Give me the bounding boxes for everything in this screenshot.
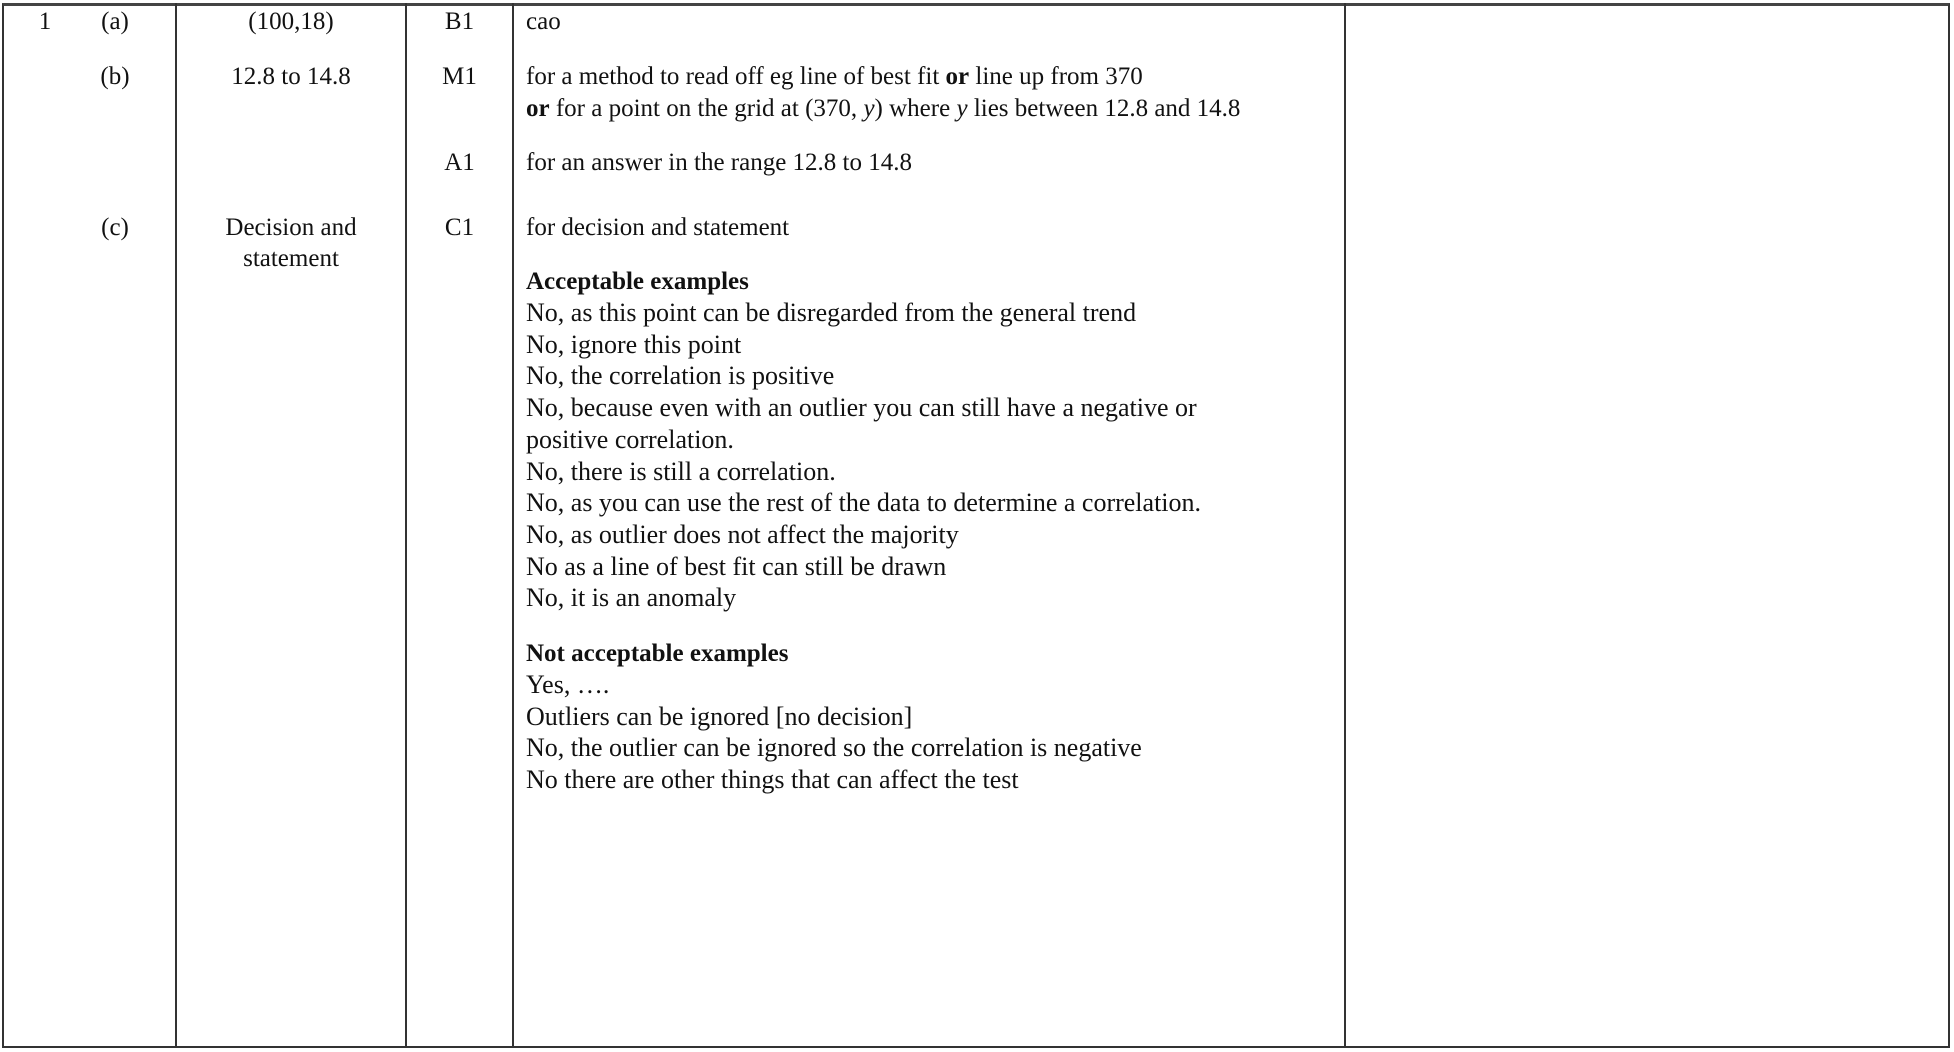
not-acceptable-examples-list (526, 669, 1142, 796)
part-b-mark-a1: A1 (444, 149, 475, 176)
part-c-note: for decision and statement (526, 214, 790, 241)
part-c-mark: C1 (444, 214, 475, 241)
part-c-answer-line1: Decision and (225, 214, 357, 241)
list-item: No, the correlation is positive (526, 361, 835, 391)
column-divider (512, 3, 514, 1048)
list-item: No, as outlier does not affect the majority (526, 519, 959, 549)
part-b-note-method-line1: for a method to read off eg line of best fit or line up from 370 (526, 63, 1143, 90)
not-acceptable-examples-title: Not acceptable examples (526, 640, 789, 667)
list-item: No, ignore this point (526, 329, 742, 359)
column-divider (175, 3, 177, 1048)
list-item: No, because even with an outlier you can still have a negative or (526, 393, 1197, 423)
part-c-label: (c) (101, 214, 129, 241)
list-item: Outliers can be ignored [no decision] (526, 701, 913, 731)
column-divider (405, 3, 407, 1048)
question-number: 1 (38, 8, 52, 35)
acceptable-examples-list (526, 297, 1201, 614)
list-item: positive correlation. (526, 424, 734, 454)
part-a-label: (a) (101, 8, 129, 35)
list-item: Yes, …. (526, 670, 610, 699)
list-item: No, the outlier can be ignored so the correlation is negative (526, 733, 1142, 763)
part-b-label: (b) (100, 63, 130, 90)
list-item: No, there is still a correlation. (526, 456, 836, 486)
list-item: No there are other things that can affect the test (526, 765, 1019, 795)
list-item: No, as you can use the rest of the data to determine a correlation. (526, 488, 1202, 518)
part-b-mark-m1: M1 (442, 63, 477, 90)
list-item: No, as this point can be disregarded from the general trend (526, 298, 1137, 327)
part-b-note-method-line2: or for a point on the grid at (370, y) where y lies between 12.8 and 14.8 (526, 95, 1241, 122)
part-a-note: cao (526, 8, 561, 35)
list-item: No as a line of best fit can still be drawn (526, 551, 947, 581)
acceptable-examples-title: Acceptable examples (526, 268, 749, 295)
part-c-answer-line2: statement (243, 245, 339, 272)
part-a-mark: B1 (444, 8, 475, 35)
list-item: No, it is an anomaly (526, 583, 737, 613)
column-divider (1344, 3, 1346, 1048)
part-b-answer: 12.8 to 14.8 (231, 63, 351, 90)
part-a-answer: (100,18) (248, 8, 334, 35)
part-b-note-answer: for an answer in the range 12.8 to 14.8 (526, 149, 912, 176)
